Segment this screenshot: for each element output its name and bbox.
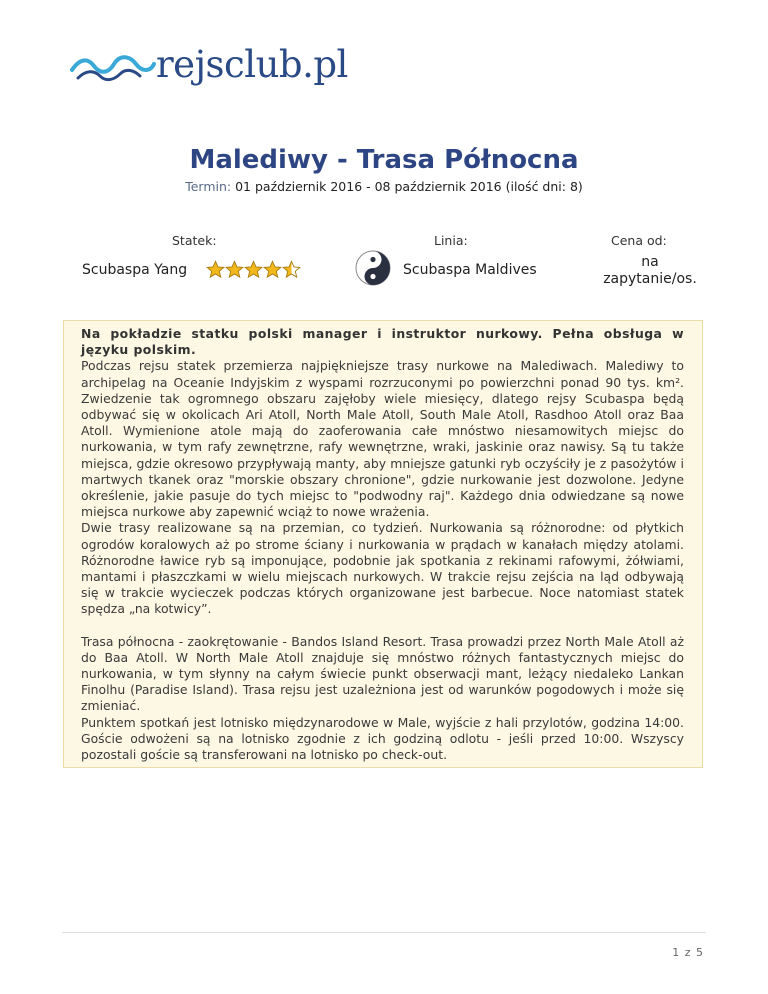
star-full-icon xyxy=(206,260,225,279)
line-name: Scubaspa Maldives xyxy=(403,262,537,278)
description-lead: Na pokładzie statku polski manager i instruktor nurkowy. Pełna obsługa w języku polskim. xyxy=(81,326,684,358)
ship-label: Statek: xyxy=(172,233,217,248)
page-number: 1 z 5 xyxy=(672,946,704,959)
line-label: Linia: xyxy=(434,233,468,248)
description-box xyxy=(63,320,703,768)
term-line xyxy=(0,179,768,195)
ship-name: Scubaspa Yang xyxy=(82,262,188,278)
price-line-2: zapytanie/os. xyxy=(603,271,697,287)
description-paragraph: Trasa północna - zaokrętowanie - Bandos Island Resort. Trasa prowadzi przez North Male Atoll aż do Baa Atoll. W North Male Atoll znajduje się mnóstwo różnych fantastycznych miejsc do nurkowania, w tym słynny na całym świecie punkt obserwacji mant, leżący niedaleko Lankan Finolhu (Paradise Island). Trasa rejsu jest uzależniona jest od warunków pogodowych i może się zmieniać. xyxy=(81,633,684,714)
page-title: Malediwy - Trasa Północna xyxy=(189,145,579,175)
term-label: Termin: xyxy=(185,179,232,194)
term-value: 01 październik 2016 - 08 październik 2016 (ilość dni: 8) xyxy=(235,179,583,194)
description-paragraph: Podczas rejsu statek przemierza najpiękniejsze trasy nurkowe na Malediwach. Malediwy to archipelag na Oceanie Indyjskim z wyspami rozrzuconymi po powierzchni ponad 90 tys. km². Zwiedzenie tak ogromnego obszaru zajęłoby wiele miesięcy, dlatego rejsy Scubaspa będą odbywać się w okolicach Ari Atoll, North Male Atoll, South Male Atoll, Rasdhoo Atoll oraz Baa Atoll. Wymienione atole mają do zaoferowania całe mnóstwo niesamowitych miejsc do nurkowania, w tym rafy zewnętrzne, rafy wewnętrzne, wraki, jaskinie oraz nawisy. Są tu także miejsca, gdzie okresowo przypływają manty, aby mniejsze gatunki ryb oczyściły je z pasożytów i martwych tkanek oraz "morskie obszary chronione", gdzie nurkowanie jest dozwolone. Jedyne określenie, jakie pasuje do tych miejsc to "podwodny raj". Każdego dnia odwiedzane są nowe miejsca nurkowe aby zapewnić wciąż to nowe wrażenia. xyxy=(81,358,684,520)
yin-yang-icon xyxy=(355,250,391,286)
star-full-icon xyxy=(225,260,244,279)
description-paragraph: Punktem spotkań jest lotnisko międzynarodowe w Male, wyjście z hali przylotów, godzina 14:00. Goście odwożeni są na lotnisko zgodnie z ich godziną odlotu - jeśli przed 10:00. Wszyscy pozostali goście są transferowani na lotnisko po check-out. xyxy=(81,714,684,763)
footer-divider xyxy=(62,932,706,933)
star-full-icon xyxy=(244,260,263,279)
waves-icon xyxy=(70,48,156,84)
price-label: Cena od: xyxy=(611,233,667,248)
star-full-icon xyxy=(263,260,282,279)
star-half-icon xyxy=(282,260,301,279)
rejsclub-logo xyxy=(70,40,348,90)
logo-text: rejsclub.pl xyxy=(156,43,348,86)
price-line-1: na xyxy=(641,254,659,270)
description-paragraph: Dwie trasy realizowane są na przemian, co tydzień. Nurkowania są różnorodne: od płytkich ogrodów koralowych aż po strome ściany i nurkowania w prądach w kanałach między atolami. Różnorodne ławice ryb są imponujące, podobnie jak spotkania z rekinami rafowymi, żółwiami, mantami i płaszczkami w wielu miejscach nurkowych. W trakcie rejsu zejścia na ląd odbywają się w trakcie wycieczek podczas których organizowane jest barbecue. Noce natomiast statek spędza „na kotwicy”. xyxy=(81,520,684,617)
price-value xyxy=(570,254,730,288)
star-rating xyxy=(206,260,301,279)
